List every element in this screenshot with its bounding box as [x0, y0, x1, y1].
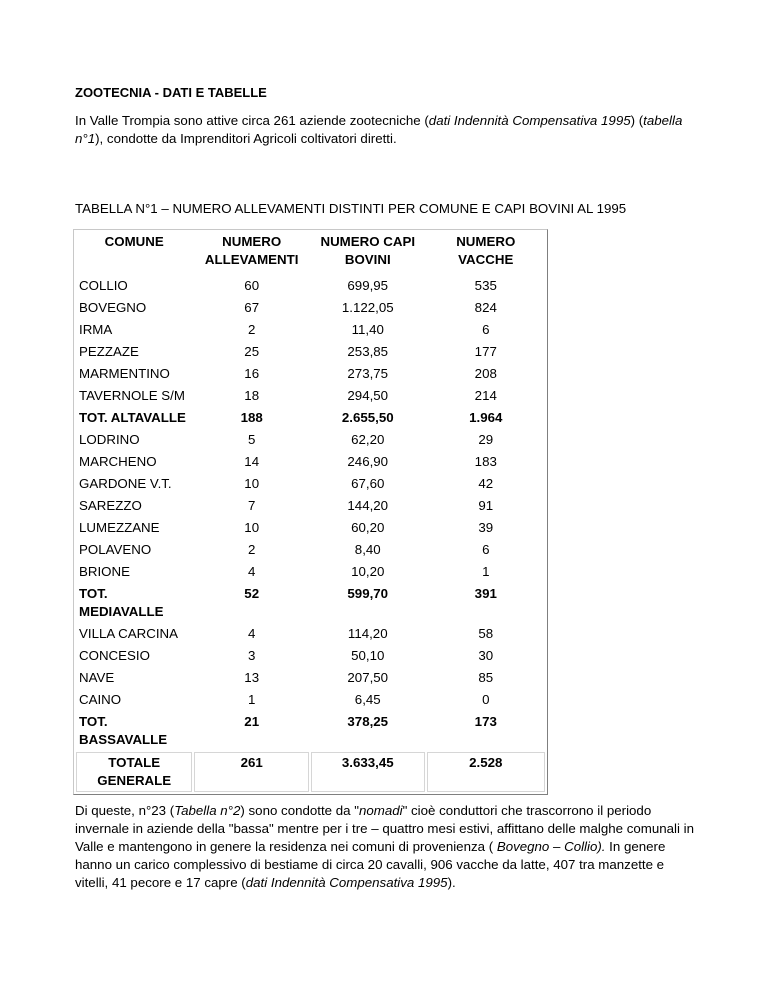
table-row: [76, 474, 545, 494]
cell-capi-bovini: 699,95: [347, 278, 389, 293]
cell-allevamenti: 4: [247, 564, 256, 579]
cell-allevamenti: 4: [247, 626, 256, 641]
cell-allevamenti: 13: [244, 670, 260, 685]
cell-capi-bovini: 67,60: [351, 476, 385, 491]
cell-allevamenti: 1: [247, 692, 256, 707]
cell-capi-bovini: 2.655,50: [341, 410, 394, 425]
cell-vacche: 30: [478, 648, 494, 663]
cell-vacche: 6: [482, 322, 490, 337]
cell-comune: LUMEZZANE: [79, 520, 160, 535]
table-row: [76, 518, 545, 538]
cell-vacche: 183: [474, 454, 497, 469]
cell-allevamenti: 21: [244, 714, 260, 729]
cell-allevamenti: 10: [244, 520, 260, 535]
table-row: [76, 320, 545, 340]
cell-comune: TOT. BASSAVALLE: [79, 714, 168, 747]
cell-comune: TOT. ALTAVALLE: [79, 410, 186, 425]
header-capi-bovini: NUMERO CAPI BOVINI: [320, 234, 416, 267]
cell-comune: NAVE: [79, 670, 115, 685]
cell-capi-bovini: 114,20: [347, 626, 388, 641]
cell-vacche: 824: [474, 300, 497, 315]
cell-vacche: 391: [474, 586, 497, 601]
livestock-table: [73, 229, 548, 795]
subtotal-row: [76, 712, 545, 750]
outro-text-5: ).: [447, 875, 456, 890]
cell-comune: VILLA CARCINA: [79, 626, 179, 641]
cell-capi-bovini: 378,25: [347, 714, 389, 729]
cell-comune: TAVERNOLE S/M: [79, 388, 185, 403]
intro-paragraph: [75, 112, 695, 148]
cell-comune: POLAVENO: [79, 542, 152, 557]
header-allevamenti: NUMERO ALLEVAMENTI: [204, 234, 299, 267]
table-row: [76, 690, 545, 710]
table-body: [76, 276, 545, 792]
cell-comune: CONCESIO: [79, 648, 150, 663]
cell-comune: TOT. MEDIAVALLE: [79, 586, 164, 619]
cell-allevamenti: 2: [247, 322, 256, 337]
cell-allevamenti: 261: [194, 752, 309, 792]
cell-allevamenti: 2: [247, 542, 256, 557]
cell-capi-bovini: 6,45: [354, 692, 381, 707]
cell-comune: SAREZZO: [79, 498, 142, 513]
intro-text-1: In Valle Trompia sono attive circa 261 aziende zootecniche (: [75, 113, 429, 128]
cell-vacche: 29: [478, 432, 494, 447]
cell-vacche: 214: [474, 388, 497, 403]
table-title: TABELLA N°1 – NUMERO ALLEVAMENTI DISTINTI PER COMUNE E CAPI BOVINI AL 1995: [75, 201, 627, 216]
outro-text-3: " cioè conduttori che trascorrono il periodo invernale in aziende della "bassa" mentre per i tre – quattro mesi estivi, affittano delle malghe comunali in Valle e mantengono in genere la residenza nei comuni di provenienza (: [75, 803, 694, 854]
cell-comune: TOTALE GENERALE: [76, 752, 192, 792]
cell-comune: CAINO: [79, 692, 122, 707]
outro-source-italic: dati Indennità Compensativa 1995: [245, 875, 448, 890]
outro-text-4: In genere hanno un carico complessivo di bestiame di circa 20 cavalli, 906 vacche da latte, 407 tra manzette e vitelli, 41 pecore e 17 capre (: [75, 839, 666, 890]
cell-capi-bovini: 50,10: [351, 648, 385, 663]
cell-allevamenti: 25: [244, 344, 260, 359]
outro-nomadi-italic: nomadi: [358, 803, 403, 818]
cell-vacche: 208: [474, 366, 497, 381]
cell-vacche: 535: [474, 278, 497, 293]
cell-comune: LODRINO: [79, 432, 140, 447]
cell-allevamenti: 14: [244, 454, 260, 469]
table-row: [76, 452, 545, 472]
header-vacche: NUMERO VACCHE: [456, 234, 516, 267]
cell-vacche: 42: [478, 476, 494, 491]
cell-allevamenti: 188: [240, 410, 263, 425]
table-row: [76, 668, 545, 688]
subtotal-row: [76, 408, 545, 428]
cell-allevamenti: 16: [244, 366, 260, 381]
cell-capi-bovini: 207,50: [347, 670, 389, 685]
cell-capi-bovini: 3.633,45: [311, 752, 425, 792]
cell-capi-bovini: 144,20: [347, 498, 389, 513]
outro-places-italic: Bovegno – Collio).: [496, 839, 606, 854]
table-row: [76, 430, 545, 450]
cell-allevamenti: 5: [247, 432, 256, 447]
cell-capi-bovini: 62,20: [351, 432, 385, 447]
cell-comune: GARDONE V.T.: [79, 476, 172, 491]
cell-allevamenti: 10: [244, 476, 260, 491]
table-row: [76, 386, 545, 406]
subtotal-row: [76, 584, 545, 622]
cell-capi-bovini: 294,50: [347, 388, 389, 403]
cell-capi-bovini: 11,40: [351, 322, 384, 337]
cell-vacche: 39: [478, 520, 494, 535]
cell-capi-bovini: 273,75: [347, 366, 389, 381]
cell-comune: BOVEGNO: [79, 300, 147, 315]
cell-capi-bovini: 60,20: [351, 520, 385, 535]
cell-capi-bovini: 246,90: [347, 454, 389, 469]
cell-capi-bovini: 8,40: [354, 542, 381, 557]
grand-total-row: [76, 752, 545, 792]
cell-vacche: 1: [482, 564, 490, 579]
cell-allevamenti: 18: [244, 388, 260, 403]
cell-comune: MARCHENO: [79, 454, 157, 469]
intro-table-ref-italic: tabella n°1: [75, 113, 683, 146]
cell-comune: BRIONE: [79, 564, 130, 579]
intro-text-2: ) (: [630, 113, 644, 128]
table-row: [76, 646, 545, 666]
cell-vacche: 85: [478, 670, 494, 685]
intro-source-italic: dati Indennità Compensativa 1995: [428, 113, 631, 128]
table-row: [76, 342, 545, 362]
table-header-row: [76, 232, 545, 274]
table-row: [76, 496, 545, 516]
table-row: [76, 276, 545, 296]
cell-vacche: 58: [478, 626, 494, 641]
outro-table-ref-italic: Tabella n°2: [174, 803, 241, 818]
cell-allevamenti: 60: [244, 278, 260, 293]
cell-capi-bovini: 1.122,05: [341, 300, 394, 315]
table-row: [76, 364, 545, 384]
cell-comune: PEZZAZE: [79, 344, 139, 359]
header-comune: COMUNE: [104, 234, 164, 249]
cell-comune: COLLIO: [79, 278, 128, 293]
cell-allevamenti: 52: [244, 586, 260, 601]
cell-comune: IRMA: [79, 322, 113, 337]
cell-vacche: 91: [478, 498, 494, 513]
cell-vacche: 6: [482, 542, 490, 557]
cell-allevamenti: 67: [244, 300, 260, 315]
table-row: [76, 562, 545, 582]
cell-capi-bovini: 599,70: [347, 586, 389, 601]
outro-text-2: ) sono condotte da ": [240, 803, 359, 818]
cell-vacche: 2.528: [427, 752, 545, 792]
outro-paragraph: [75, 802, 700, 892]
table-row: [76, 540, 545, 560]
outro-text-1: Di queste, n°23 (: [75, 803, 175, 818]
cell-vacche: 173: [474, 714, 497, 729]
cell-capi-bovini: 253,85: [347, 344, 389, 359]
cell-capi-bovini: 10,20: [351, 564, 385, 579]
table-row: [76, 624, 545, 644]
page-heading: ZOOTECNIA - DATI E TABELLE: [75, 85, 267, 100]
cell-vacche: 177: [474, 344, 497, 359]
cell-allevamenti: 3: [247, 648, 256, 663]
cell-vacche: 0: [482, 692, 490, 707]
cell-comune: MARMENTINO: [79, 366, 170, 381]
intro-text-3: ), condotte da Imprenditori Agricoli coltivatori diretti.: [95, 131, 397, 146]
cell-allevamenti: 7: [247, 498, 256, 513]
table-row: [76, 298, 545, 318]
cell-vacche: 1.964: [469, 410, 503, 425]
